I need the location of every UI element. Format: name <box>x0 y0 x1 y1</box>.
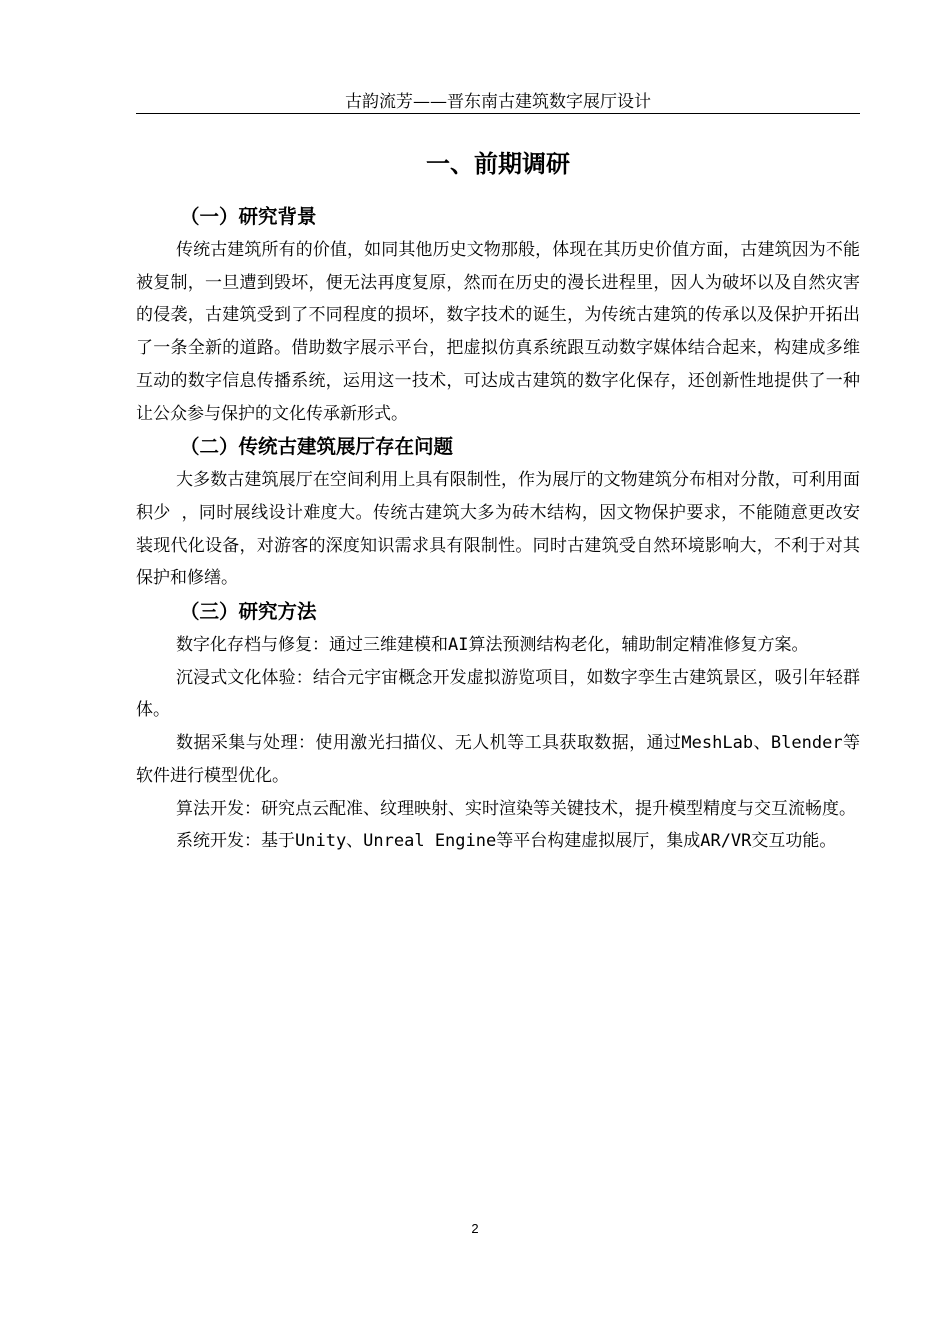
chapter-title: 一、前期调研 <box>426 150 570 178</box>
paragraph: 大多数古建筑展厅在空间利用上具有限制性，作为展厅的文物建筑分布相对分散，可利用面积少 ，同时展线设计难度大。传统古建筑大多为砖木结构，因文物保护要求，不能随意更改安装现代化设备，对游客的深度知识需求具有限制性。同时古建筑受自然环境影响大，不利于对其保护和修缮。 <box>136 470 860 589</box>
paragraph: 算法开发：研究点云配准、纹理映射、实时渲染等关键技术，提升模型精度与交互流畅度。 <box>176 798 856 819</box>
page-number: 2 <box>471 1221 479 1236</box>
paragraph: 系统开发：基于Unity、Unreal Engine等平台构建虚拟展厅，集成AR/VR交互功能。 <box>176 831 837 852</box>
running-header: 古韵流芳——晋东南古建筑数字展厅设计 <box>345 92 651 112</box>
paragraph: 沉浸式文化体验：结合元宇宙概念开发虚拟游览项目，如数字孪生古建筑景区，吸引年轻群体。 <box>136 667 860 721</box>
paragraph: 数据采集与处理：使用激光扫描仪、无人机等工具获取数据，通过MeshLab、Blender等软件进行模型优化。 <box>136 733 860 786</box>
section-research-methods <box>136 595 860 858</box>
section-title: （一）研究背景 <box>180 205 317 228</box>
section-title: （三）研究方法 <box>180 600 317 624</box>
section-exhibition-problems <box>136 430 860 595</box>
paragraph: 数字化存档与修复：通过三维建模和AI算法预测结构老化，辅助制定精准修复方案。 <box>176 635 809 656</box>
section-title: （二）传统古建筑展厅存在问题 <box>180 435 454 459</box>
paragraph: 传统古建筑所有的价值，如同其他历史文物那般，体现在其历史价值方面，古建筑因为不能被复制，一旦遭到毁坏，便无法再度复原，然而在历史的漫长进程里，因人为破坏以及自然灾害的侵袭，古建筑受到了不同程度的损坏，数字技术的诞生，为传统古建筑的传承以及保护开拓出了一条全新的道路。借助数字展示平台，把虚拟仿真系统跟互动数字媒体结合起来，构建成多维互动的数字信息传播系统，运用这一技术，可达成古建筑的数字化保存，还创新性地提供了一种让公众参与保护的文化传承新形式。 <box>136 240 860 424</box>
section-research-background <box>136 200 860 430</box>
header-rule <box>136 113 860 114</box>
body-content <box>136 200 860 858</box>
